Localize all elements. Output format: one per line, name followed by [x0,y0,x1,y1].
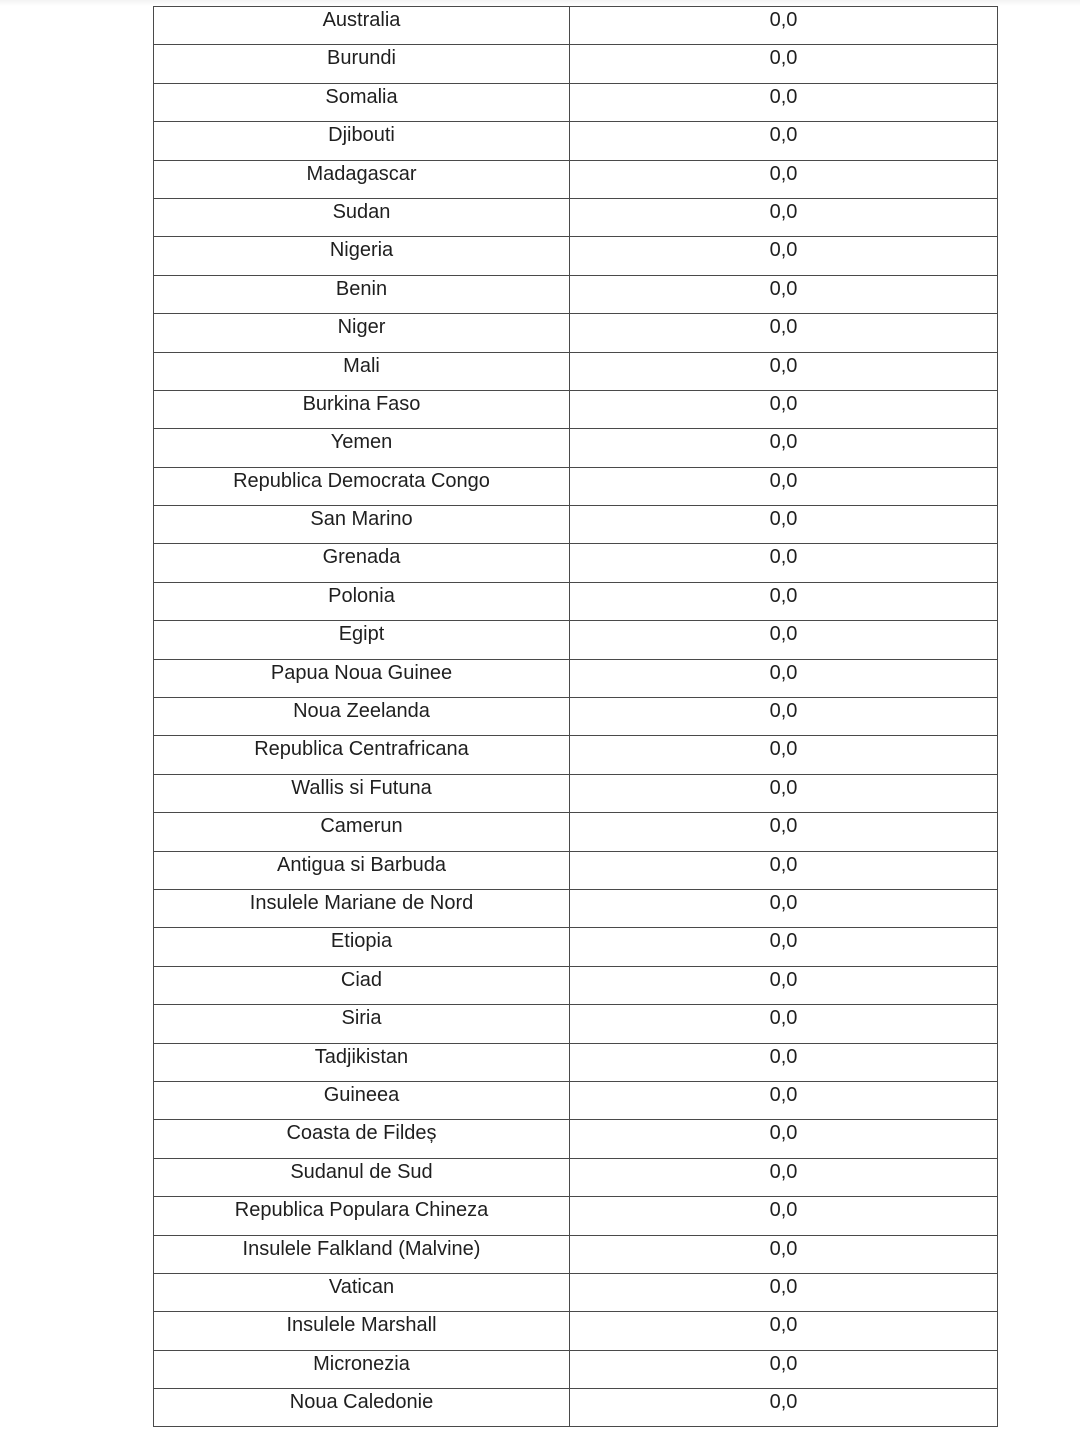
table-row [154,1005,998,1043]
country-cell: Siria [154,1005,570,1043]
country-cell: Republica Centrafricana [154,736,570,774]
country-cell: Antigua si Barbuda [154,851,570,889]
country-cell: Polonia [154,582,570,620]
country-cell: Mali [154,352,570,390]
table-row [154,390,998,428]
value-cell: 0,0 [570,7,998,45]
table-row [154,544,998,582]
table-row [154,659,998,697]
value-cell: 0,0 [570,1081,998,1119]
value-cell: 0,0 [570,851,998,889]
value-cell: 0,0 [570,659,998,697]
country-cell: Camerun [154,813,570,851]
value-cell: 0,0 [570,160,998,198]
table-row [154,1081,998,1119]
value-cell: 0,0 [570,1273,998,1311]
value-cell: 0,0 [570,966,998,1004]
value-cell: 0,0 [570,467,998,505]
table-row [154,506,998,544]
table-row [154,698,998,736]
value-cell: 0,0 [570,889,998,927]
country-cell: Niger [154,314,570,352]
country-cell: Sudan [154,198,570,236]
table-row [154,851,998,889]
value-cell: 0,0 [570,314,998,352]
table-row [154,1120,998,1158]
country-cell: Australia [154,7,570,45]
country-cell: Egipt [154,621,570,659]
country-cell: Etiopia [154,928,570,966]
country-cell: Coasta de Fildeș [154,1120,570,1158]
country-cell: Burundi [154,45,570,83]
value-cell: 0,0 [570,275,998,313]
table-row [154,429,998,467]
country-cell: Wallis si Futuna [154,774,570,812]
table-row [154,1312,998,1350]
table-row [154,813,998,851]
value-cell: 0,0 [570,1235,998,1273]
country-cell: Djibouti [154,122,570,160]
country-cell: Insulele Marshall [154,1312,570,1350]
country-cell: San Marino [154,506,570,544]
value-cell: 0,0 [570,1158,998,1196]
table-row [154,1273,998,1311]
country-cell: Madagascar [154,160,570,198]
value-cell: 0,0 [570,122,998,160]
table-row [154,966,998,1004]
value-cell: 0,0 [570,1043,998,1081]
value-cell: 0,0 [570,1389,998,1427]
value-cell: 0,0 [570,429,998,467]
country-cell: Papua Noua Guinee [154,659,570,697]
value-cell: 0,0 [570,1197,998,1235]
value-cell: 0,0 [570,582,998,620]
value-cell: 0,0 [570,813,998,851]
country-cell: Guineea [154,1081,570,1119]
country-cell: Somalia [154,83,570,121]
country-cell: Yemen [154,429,570,467]
table-row [154,1235,998,1273]
table-row [154,1158,998,1196]
value-cell: 0,0 [570,45,998,83]
country-cell: Insulele Mariane de Nord [154,889,570,927]
country-cell: Republica Democrata Congo [154,467,570,505]
country-cell: Vatican [154,1273,570,1311]
table-row [154,1389,998,1427]
country-cell: Republica Populara Chineza [154,1197,570,1235]
value-cell: 0,0 [570,83,998,121]
table-row [154,352,998,390]
table-row [154,1043,998,1081]
country-value-table [153,6,998,1427]
table-body [154,7,998,1427]
table-row [154,889,998,927]
table-row [154,736,998,774]
country-cell: Tadjikistan [154,1043,570,1081]
value-cell: 0,0 [570,1312,998,1350]
value-cell: 0,0 [570,621,998,659]
value-cell: 0,0 [570,1350,998,1388]
country-cell: Ciad [154,966,570,1004]
table-row [154,275,998,313]
table-row [154,774,998,812]
value-cell: 0,0 [570,544,998,582]
country-cell: Nigeria [154,237,570,275]
table-row [154,45,998,83]
value-cell: 0,0 [570,198,998,236]
table-row [154,621,998,659]
table-row [154,237,998,275]
value-cell: 0,0 [570,1005,998,1043]
country-cell: Noua Caledonie [154,1389,570,1427]
table-row [154,1197,998,1235]
table-row [154,314,998,352]
table-row [154,198,998,236]
country-cell: Sudanul de Sud [154,1158,570,1196]
table-row [154,122,998,160]
table-row [154,582,998,620]
value-cell: 0,0 [570,1120,998,1158]
country-cell: Grenada [154,544,570,582]
table-row [154,928,998,966]
country-cell: Insulele Falkland (Malvine) [154,1235,570,1273]
country-cell: Benin [154,275,570,313]
value-cell: 0,0 [570,237,998,275]
value-cell: 0,0 [570,352,998,390]
country-cell: Noua Zeelanda [154,698,570,736]
value-cell: 0,0 [570,506,998,544]
country-cell: Burkina Faso [154,390,570,428]
table-row [154,467,998,505]
value-cell: 0,0 [570,774,998,812]
table-row [154,83,998,121]
value-cell: 0,0 [570,698,998,736]
table-row [154,160,998,198]
table-row [154,7,998,45]
value-cell: 0,0 [570,928,998,966]
value-cell: 0,0 [570,390,998,428]
table-row [154,1350,998,1388]
value-cell: 0,0 [570,736,998,774]
country-cell: Micronezia [154,1350,570,1388]
